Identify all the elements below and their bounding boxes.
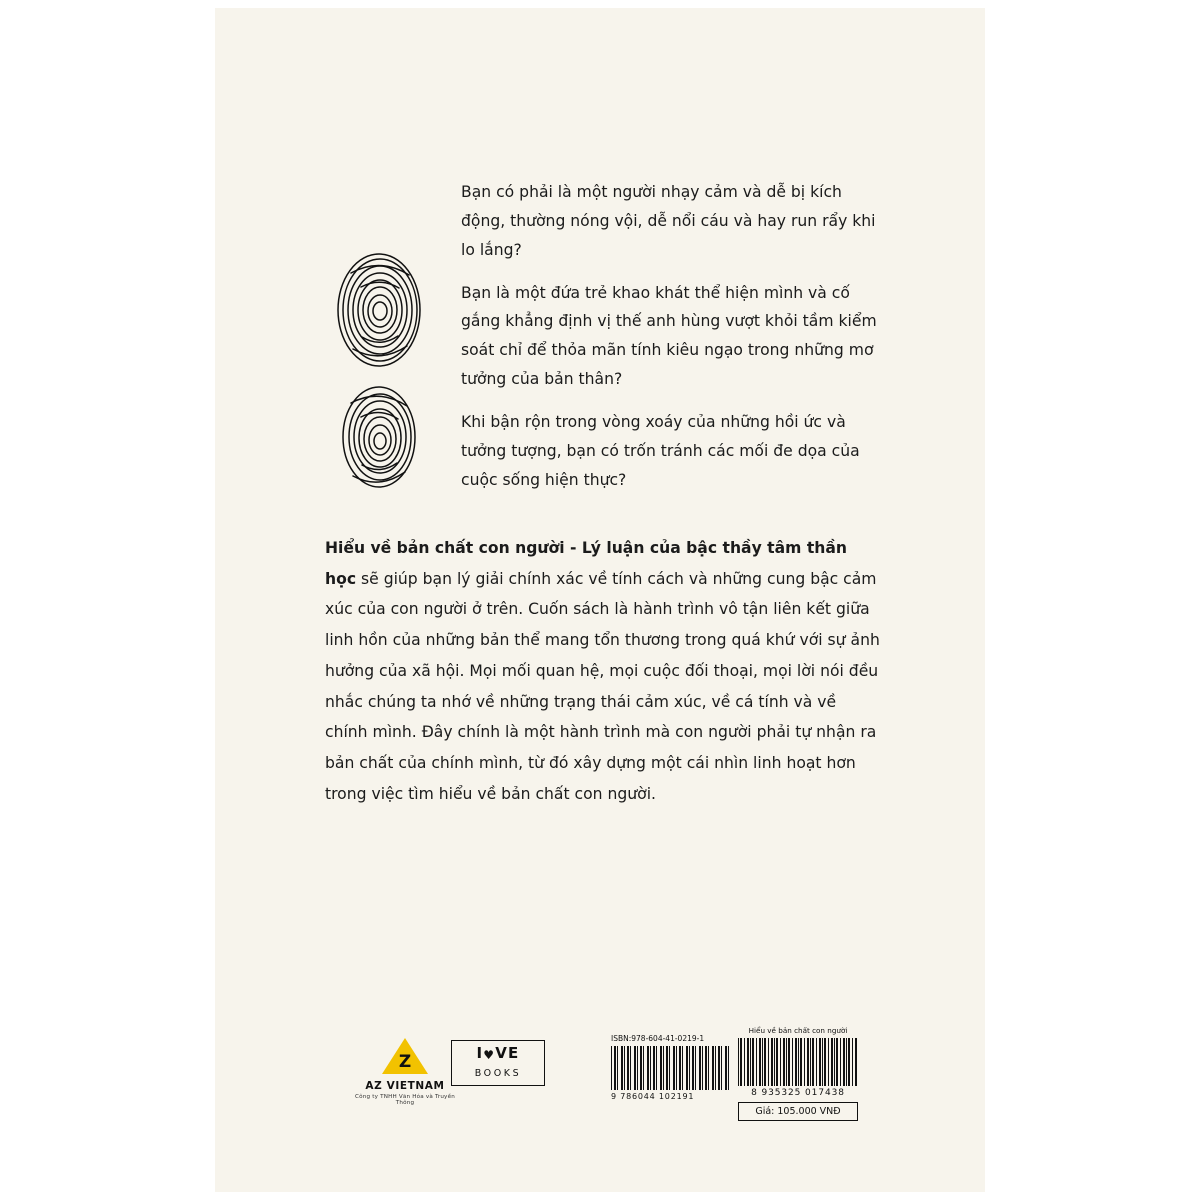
book-title-inline: Hiểu về bản chất con người - Lý luận của bậc thầy tâm thần học <box>325 539 848 588</box>
publisher-subtitle: Công ty TNHH Văn Hóa và Truyền Thông <box>355 1094 455 1106</box>
isbn-label: ISBN:978-604-41-0219-1 <box>611 1034 705 1043</box>
ean-barcode-block <box>738 1026 858 1121</box>
ean-title: Hiểu về bản chất con người <box>748 1026 848 1035</box>
isbn-barcode-icon <box>611 1046 729 1090</box>
ean-number: 8 935325 017438 <box>751 1088 845 1098</box>
isbn-number: 9 786044 102191 <box>611 1092 695 1101</box>
az-triangle-icon <box>380 1036 430 1076</box>
cover-footer <box>215 1018 985 1128</box>
imprint-letters-ve: VE <box>495 1044 520 1062</box>
fingerprint-illustration-group <box>333 253 443 493</box>
fingerprint-icon-lower <box>339 381 421 493</box>
question-paragraph-1: Bạn có phải là một người nhạy cảm và dễ bị kích động, thường nóng vội, dễ nổi cáu và hay run rẩy khi lo lắng? <box>461 183 876 259</box>
ean-barcode-icon <box>738 1038 858 1086</box>
heart-icon: ♥ <box>483 1048 496 1062</box>
imprint-letter-i: I <box>476 1044 484 1062</box>
question-paragraph-3: Khi bận rộn trong vòng xoáy của những hồi ức và tưởng tượng, bạn có trốn tránh các mối đe dọa của cuộc sống hiện thực? <box>461 412 860 489</box>
question-paragraphs <box>461 178 881 508</box>
fingerprint-icon-upper <box>337 253 423 369</box>
question-paragraph-2: Bạn là một đứa trẻ khao khát thể hiện mình và cố gắng khẳng định vị thế anh hùng vượt khỏi tầm kiểm soát chỉ để thỏa mãn tính kiêu ngạo trong những mơ tưởng của bản thân? <box>461 283 877 389</box>
imprint-line-2: BOOKS <box>474 1068 522 1079</box>
svg-text:Z: Z <box>398 1052 412 1072</box>
imprint-logo <box>443 1040 553 1086</box>
isbn-barcode-block <box>611 1034 731 1101</box>
price-badge: Giá: 105.000 VNĐ <box>738 1102 858 1121</box>
publisher-name: AZ VIETNAM <box>365 1080 445 1092</box>
description-rest: sẽ giúp bạn lý giải chính xác về tính cách và những cung bậc cảm xúc của con người ở trên. Cuốn sách là hành trình vô tận liên kết giữa linh hồn của những bản thể mang tổn thương trong quá khứ với sự ảnh hưởng của xã hội. Mọi mối quan hệ, mọi cuộc đối thoại, mọi lời nói đều nhắc chúng ta nhớ về những trạng thái cảm xúc, về cá tính và về chính mình. Đây chính là một hành trình mà con người phải tự nhận ra bản chất của chính mình, từ đó xây dựng một cái nhìn linh hoạt hơn trong việc tìm hiểu về bản chất con người. <box>325 569 880 803</box>
book-back-cover <box>215 8 985 1192</box>
description-paragraph <box>325 533 883 809</box>
imprint-line-1 <box>452 1046 544 1061</box>
description-block <box>325 533 883 809</box>
imprint-box <box>451 1040 545 1086</box>
